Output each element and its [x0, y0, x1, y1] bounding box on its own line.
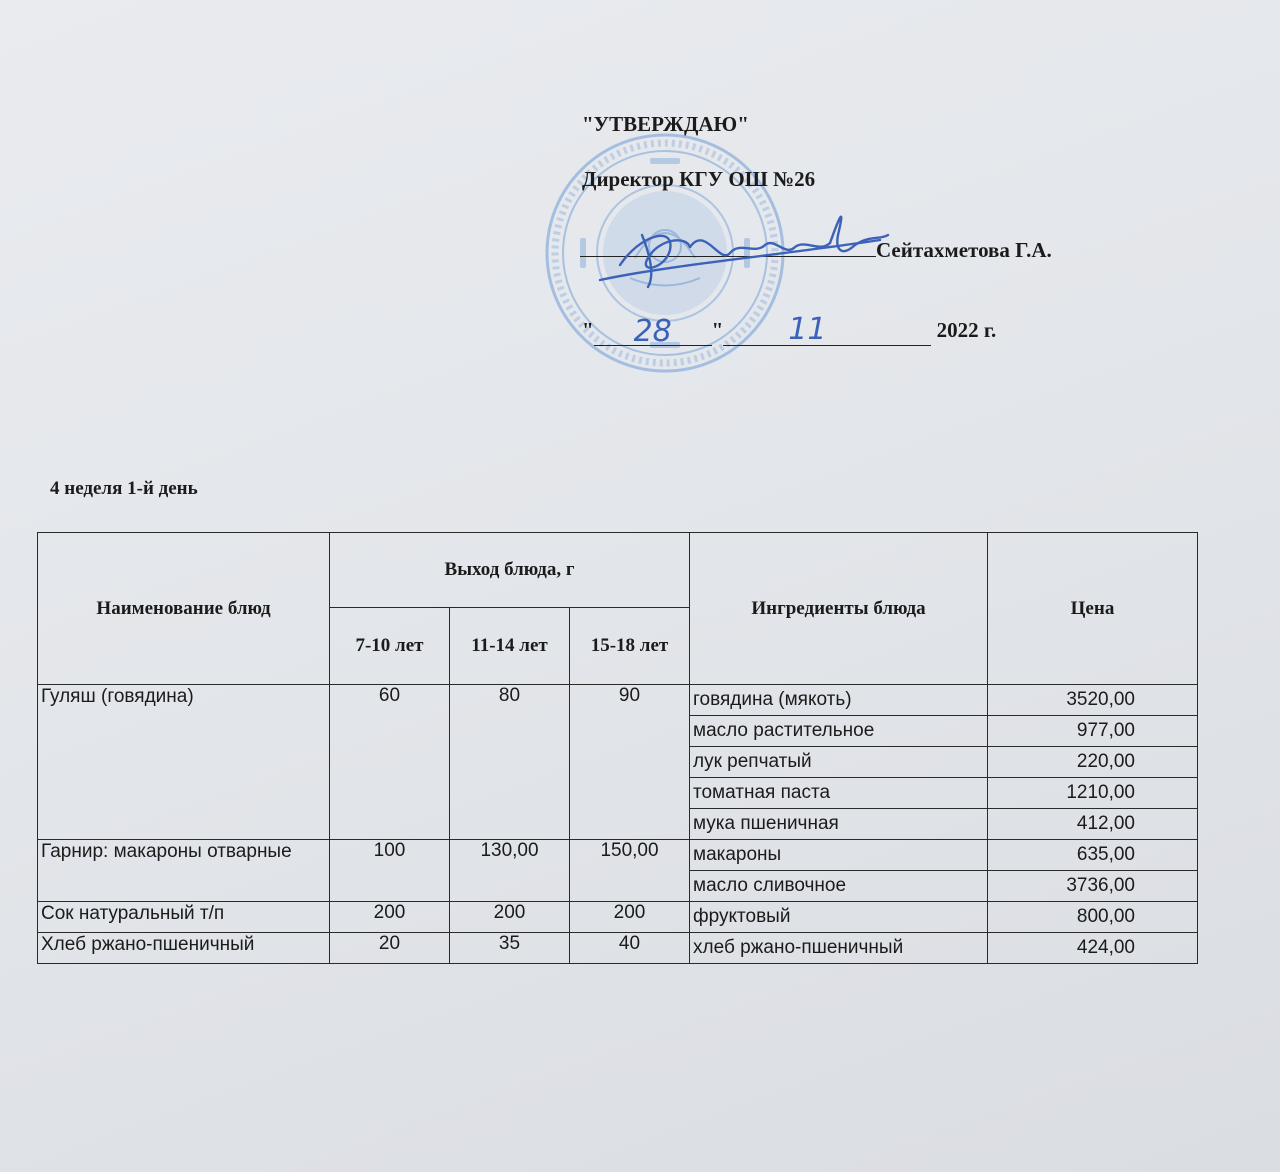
ingredient-price: 635,00 [988, 840, 1198, 871]
output-15-18: 90 [570, 685, 690, 840]
table-row [38, 933, 1198, 964]
table-row [38, 902, 1198, 933]
header-age-7-10: 7-10 лет [330, 608, 450, 685]
approval-date: " 28 " 11 2022 г. [582, 312, 997, 349]
day-title: 4 неделя 1-й день [50, 478, 198, 499]
header-output: Выход блюда, г [330, 533, 690, 608]
date-year: 2022 г. [936, 318, 997, 342]
output-15-18: 200 [570, 902, 690, 933]
menu-table [37, 532, 1198, 964]
output-7-10: 60 [330, 685, 450, 840]
output-15-18: 150,00 [570, 840, 690, 902]
signer-name: Сейтахметова Г.А. [876, 238, 1052, 262]
approval-title: "УТВЕРЖДАЮ" [582, 112, 749, 136]
ingredient-name: говядина (мякоть) [690, 685, 988, 716]
ingredient-price: 424,00 [988, 933, 1198, 964]
header-price: Цена [988, 533, 1198, 685]
output-11-14: 130,00 [450, 840, 570, 902]
ingredient-name: фруктовый [690, 902, 988, 933]
date-month: 11 [788, 312, 827, 347]
approval-position: Директор КГУ ОШ №26 [582, 167, 816, 191]
ingredient-price: 1210,00 [988, 778, 1198, 809]
header-age-11-14: 11-14 лет [450, 608, 570, 685]
output-15-18: 40 [570, 933, 690, 964]
ingredient-name: масло сливочное [690, 871, 988, 902]
ingredient-name: лук репчатый [690, 747, 988, 778]
ingredient-name: мука пшеничная [690, 809, 988, 840]
output-11-14: 200 [450, 902, 570, 933]
handwritten-signature [580, 195, 900, 355]
dish-name: Хлеб ржано-пшеничный [38, 933, 330, 964]
output-11-14: 35 [450, 933, 570, 964]
ingredient-price: 977,00 [988, 716, 1198, 747]
date-day: 28 [633, 314, 672, 349]
ingredient-price: 3520,00 [988, 685, 1198, 716]
ingredient-name: хлеб ржано-пшеничный [690, 933, 988, 964]
dish-name: Гуляш (говядина) [38, 685, 330, 840]
header-dish: Наименование блюд [38, 533, 330, 685]
ingredient-name: томатная паста [690, 778, 988, 809]
dish-name: Сок натуральный т/п [38, 902, 330, 933]
output-7-10: 200 [330, 902, 450, 933]
ingredient-name: макароны [690, 840, 988, 871]
output-7-10: 20 [330, 933, 450, 964]
ingredient-price: 220,00 [988, 747, 1198, 778]
ingredient-price: 412,00 [988, 809, 1198, 840]
table-row [38, 840, 1198, 871]
ingredient-name: масло растительное [690, 716, 988, 747]
ingredient-price: 800,00 [988, 902, 1198, 933]
header-age-15-18: 15-18 лет [570, 608, 690, 685]
header-ingredients: Ингредиенты блюда [690, 533, 988, 685]
output-11-14: 80 [450, 685, 570, 840]
dish-name: Гарнир: макароны отварные [38, 840, 330, 902]
ingredient-price: 3736,00 [988, 871, 1198, 902]
output-7-10: 100 [330, 840, 450, 902]
table-row [38, 685, 1198, 716]
